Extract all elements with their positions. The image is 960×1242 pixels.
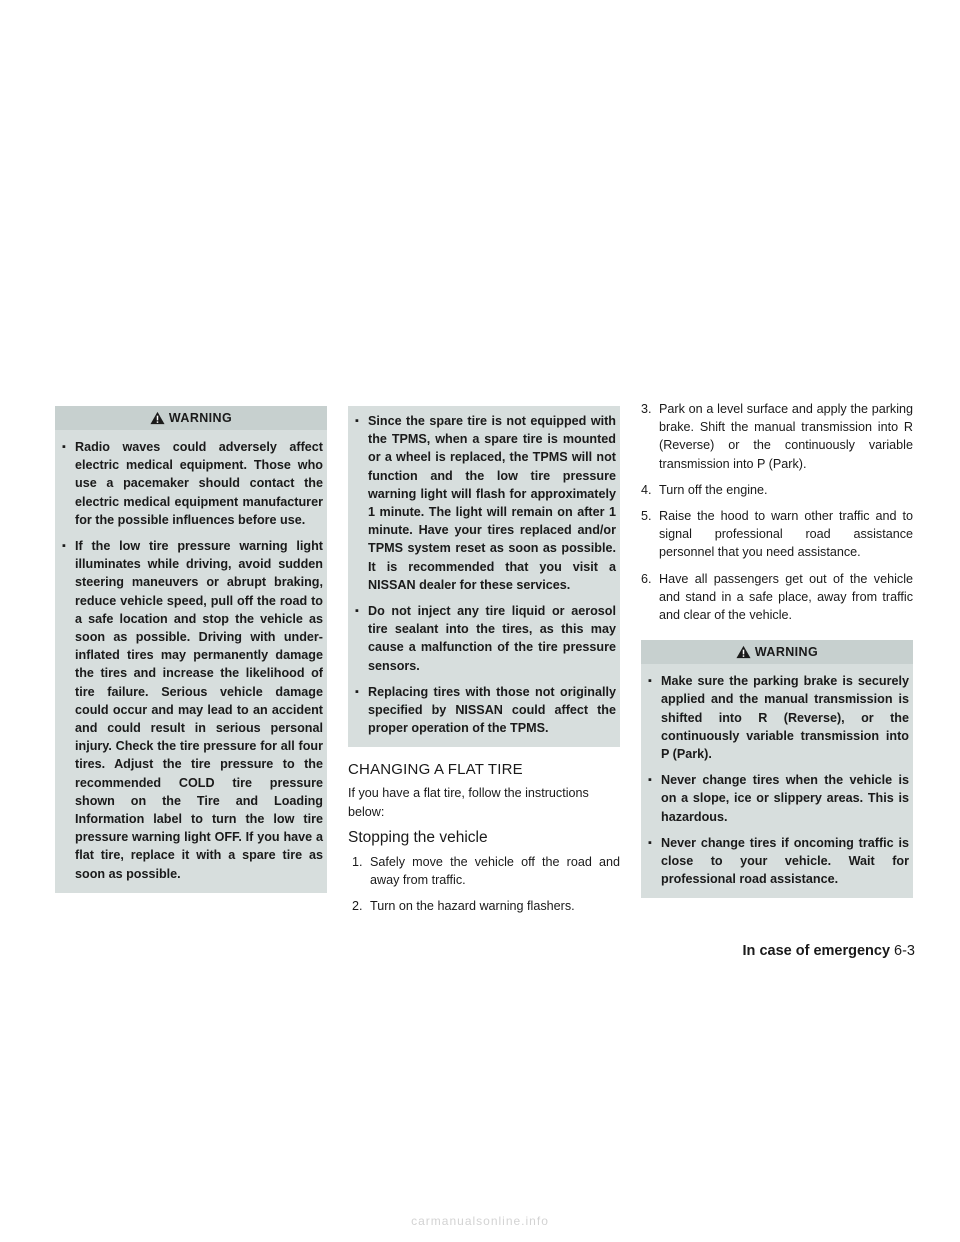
warning-box-3 <box>641 640 913 898</box>
footer-section-title: In case of emergency <box>742 943 891 959</box>
step-text: Have all passengers get out of the vehicle and stand in a safe place, away from traffic and clear of the vehicle. <box>659 571 913 623</box>
warning-item: ▪ Never change tires when the vehicle is on a slope, ice or slippery areas. This is hazardous. <box>645 771 909 826</box>
step-item <box>641 400 913 473</box>
warning-header <box>641 640 913 664</box>
warning-triangle-icon <box>150 411 165 425</box>
step-text: Park on a level surface and apply the parking brake. Shift the manual transmission into R (Reverse) or the continuously variable transmission into P (Park). <box>659 402 913 471</box>
warning-title: WARNING <box>168 411 233 425</box>
warning-list <box>352 412 616 737</box>
warning-triangle-icon <box>736 645 751 659</box>
step-item <box>641 481 913 499</box>
subsection-title: Stopping the vehicle <box>348 828 488 846</box>
warning-list <box>59 438 323 883</box>
warning-item: ▪ Make sure the parking brake is securely applied and the manual transmission is shifted into R (Reverse), or the continuously variable transmission into P (Park). <box>645 672 909 763</box>
step-number: 6. <box>641 571 652 586</box>
step-item <box>641 570 913 625</box>
steps-list <box>641 400 913 624</box>
step-number: 3. <box>641 402 652 416</box>
step-text: Turn off the engine. <box>659 482 768 497</box>
section-intro: If you have a flat tire, follow the instructions below: <box>348 786 589 819</box>
step-item <box>641 507 913 562</box>
section-title: CHANGING A FLAT TIRE <box>348 761 523 779</box>
page-footer <box>743 943 915 959</box>
warning-title: WARNING <box>754 645 819 660</box>
warning-header <box>55 406 327 430</box>
warning-box-1 <box>55 406 327 893</box>
warning-box-2 <box>348 406 620 747</box>
warning-item: ▪ Radio waves could adversely affect electric medical equipment. Those who use a pacemaker should contact the electric medical equipment manufacturer for the possible influences before use. <box>59 438 323 529</box>
step-number: 5. <box>641 509 652 524</box>
warning-item: ▪ Do not inject any tire liquid or aerosol tire sealant into the tires, as this may cause a malfunction of the tire pressure sensors. <box>352 602 616 675</box>
step-number: 1. <box>352 854 363 869</box>
step-text: Safely move the vehicle off the road and away from traffic. <box>370 854 620 888</box>
column-2 <box>348 406 620 923</box>
warning-item: ▪ Since the spare tire is not equipped with the TPMS, when a spare tire is mounted or a wheel is replaced, the TPMS will not function and the low tire pressure warning light will flash for approximately 1 minute. The light will remain on after 1 minute. Have your tires replaced and/or TPMS system reset as soon as possible. It is recommended that you visit a NISSAN dealer for these services. <box>352 412 616 594</box>
steps-list <box>348 853 620 916</box>
warning-item: ▪ Never change tires if oncoming traffic is close to your vehicle. Wait for professional road assistance. <box>645 834 909 889</box>
warning-item: ▪ If the low tire pressure warning light illuminates while driving, avoid sudden steering maneuvers or abrupt braking, reduce vehicle speed, pull off the road to a safe location and stop the vehicle as soon as possible. Driving with under-inflated tires may permanently damage the tires and increase the likelihood of tire failure. Serious vehicle damage could occur and may lead to an accident and could result in serious personal injury. Check the tire pressure for all four tires. Adjust the tire pressure to the recommended COLD tire pressure shown on the Tire and Loading Information label to turn the low tire pressure warning light OFF. If you have a flat tire, replace it with a spare tire as soon as possible. <box>59 537 323 883</box>
step-text: Turn on the hazard warning flashers. <box>370 899 575 914</box>
column-1 <box>55 406 327 893</box>
step-number: 2. <box>352 899 363 914</box>
page-number: 6-3 <box>894 943 915 959</box>
step-item <box>348 853 620 889</box>
step-item <box>348 897 620 915</box>
warning-item: ▪ Replacing tires with those not originally specified by NISSAN could affect the proper operation of the TPMS. <box>352 683 616 738</box>
step-number: 4. <box>641 482 652 497</box>
warning-list <box>645 672 909 888</box>
step-text: Raise the hood to warn other traffic and to signal professional road assistance personnel that you need assistance. <box>659 509 913 560</box>
watermark: carmanualsonline.info <box>411 1214 549 1228</box>
column-3 <box>641 400 913 898</box>
